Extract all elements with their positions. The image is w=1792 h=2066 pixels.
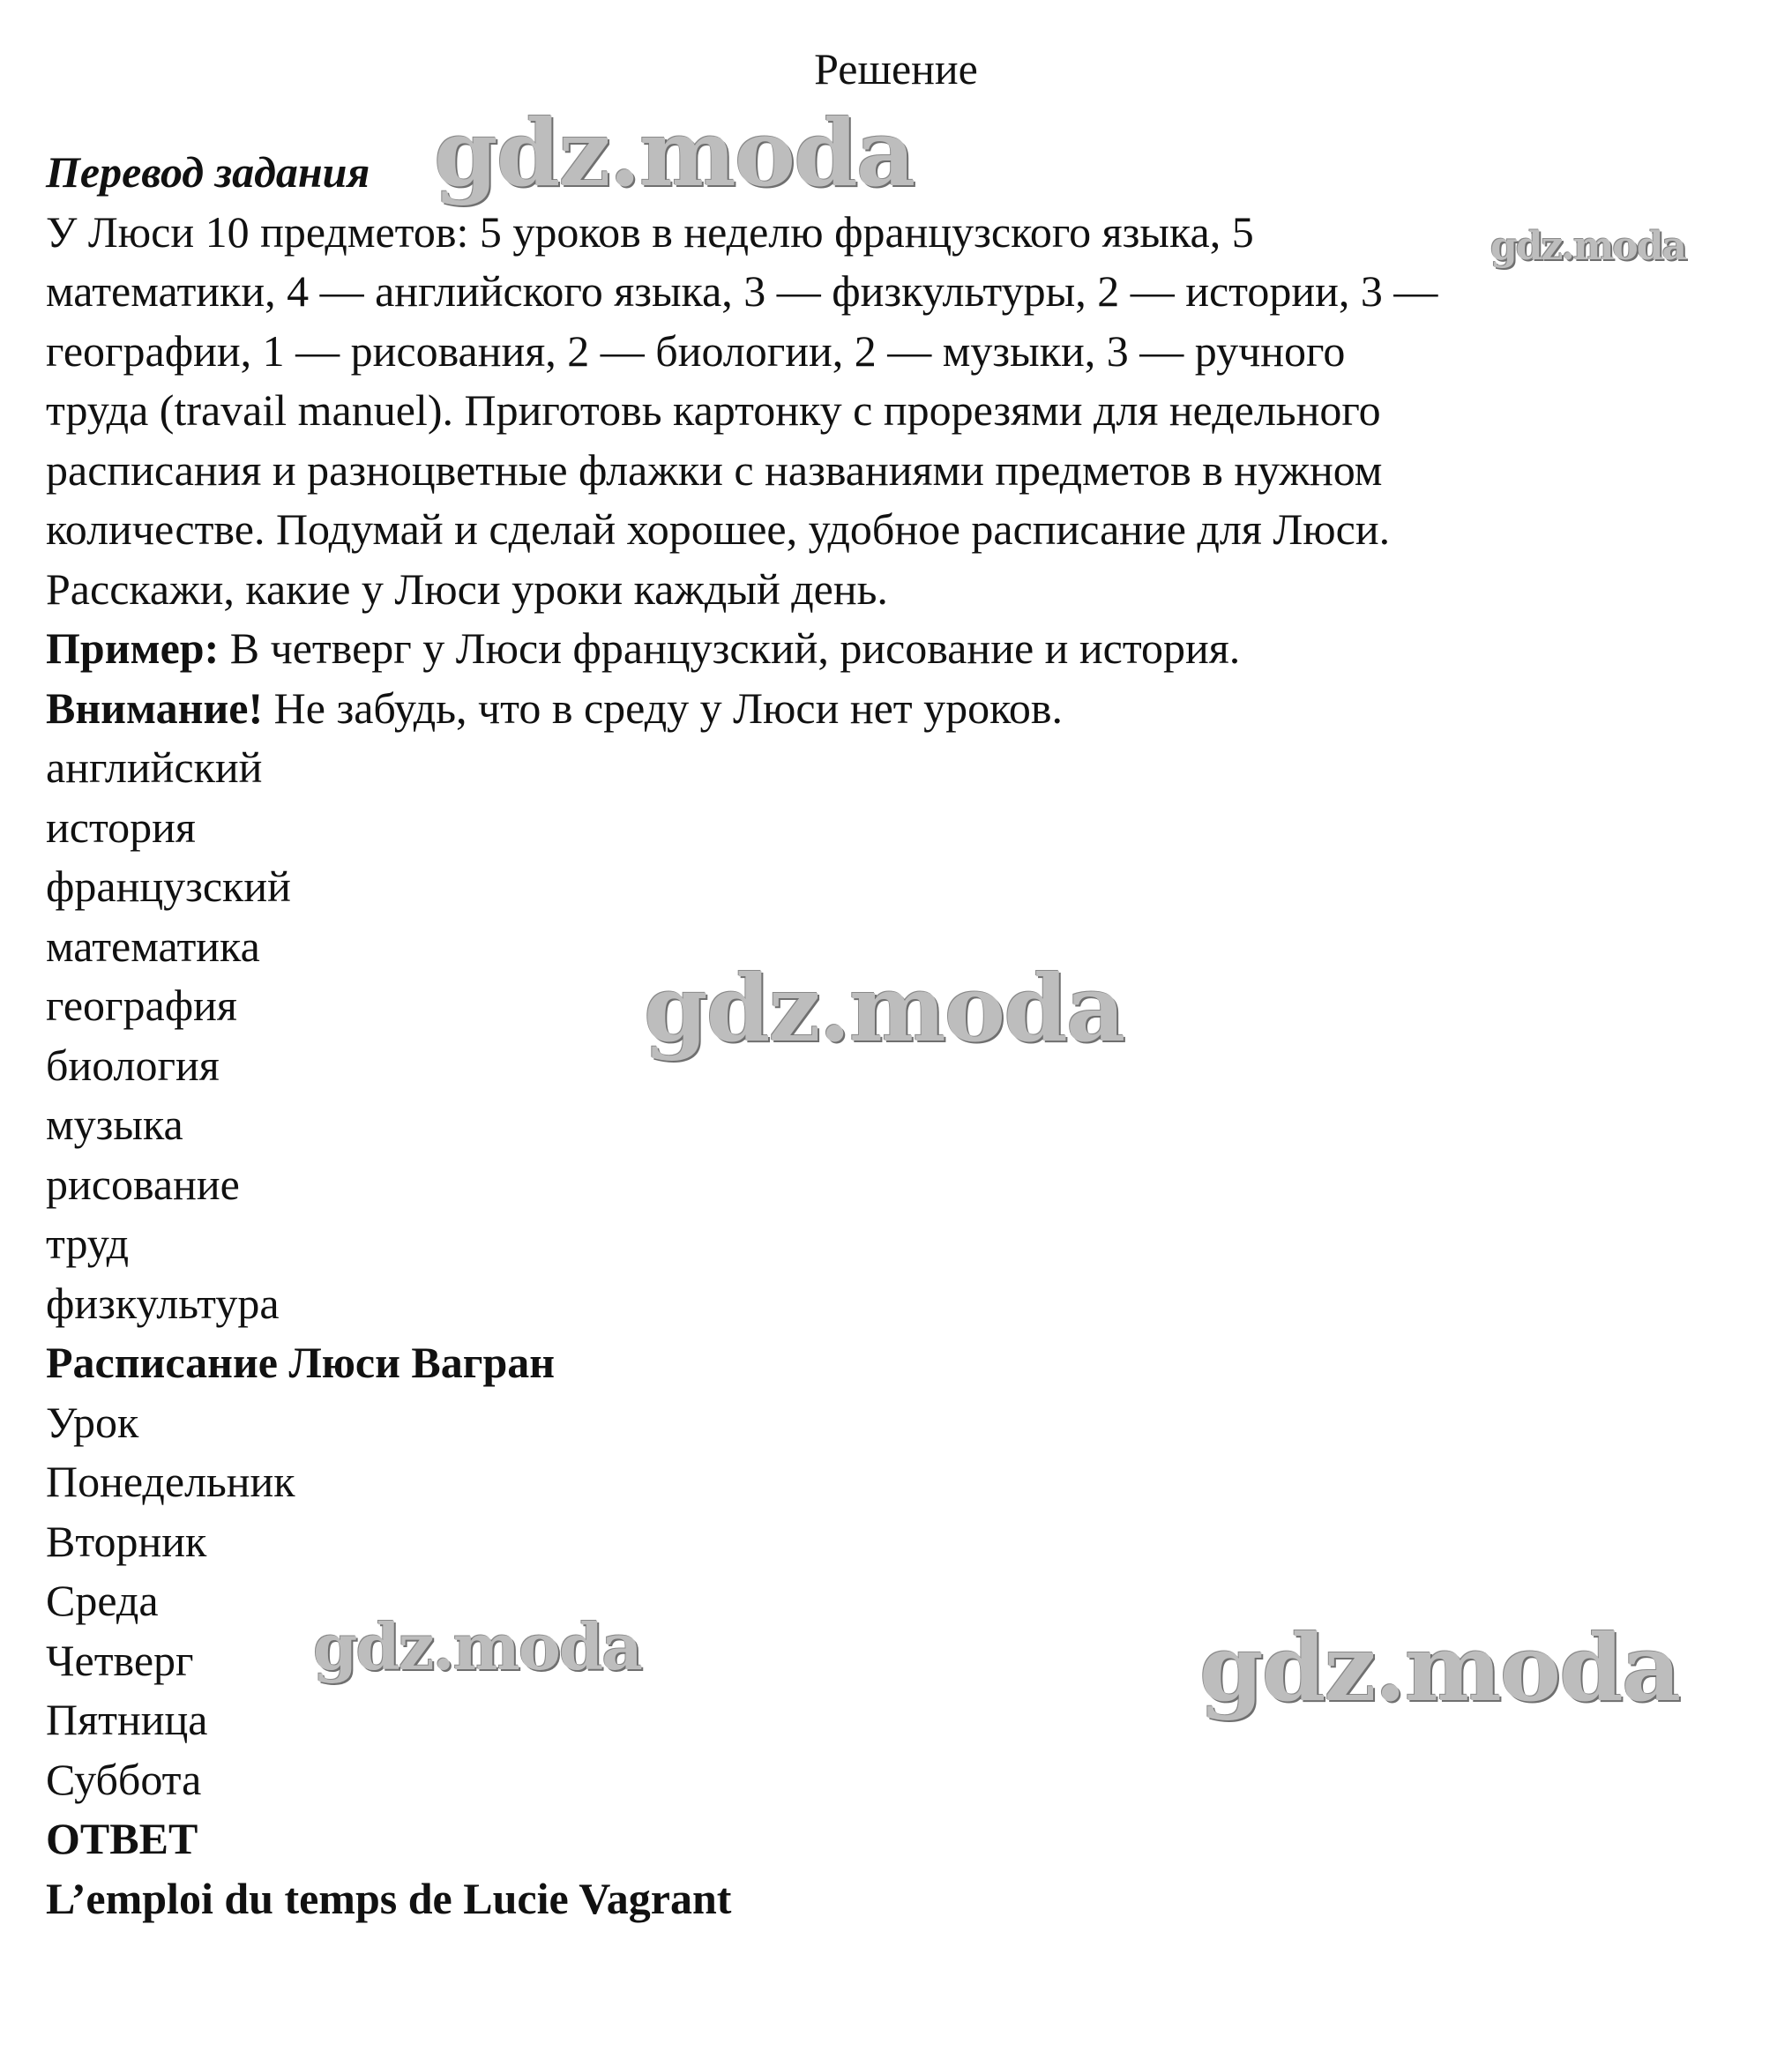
- example-label: Пример:: [46, 623, 220, 673]
- answer-label: ОТВЕТ: [46, 1814, 198, 1863]
- example-text: В четверг у Люси французский, рисование и история.: [219, 623, 1241, 673]
- subject-item: французский: [46, 861, 291, 911]
- watermark-logo: gdz.moda: [644, 954, 1124, 1063]
- task-line: количестве. Подумай и сделай хорошее, удобное расписание для Люси.: [46, 504, 1391, 554]
- attention-line: [46, 679, 1748, 739]
- watermark-logo: gdz.moda: [1199, 1614, 1680, 1722]
- subject-item: английский: [46, 742, 263, 792]
- subject-item: география: [46, 981, 237, 1030]
- day-item: Понедельник: [46, 1457, 295, 1506]
- schedule-title: Расписание Люси Вагран: [46, 1338, 556, 1387]
- task-line: У Люси 10 предметов: 5 уроков в неделю французского языка, 5: [46, 206, 1254, 257]
- subject-item: история: [46, 802, 196, 852]
- subject-item: музыка: [46, 1100, 183, 1149]
- page-heading: Решение: [814, 44, 978, 93]
- day-item: Вторник: [46, 1516, 207, 1566]
- subject-item: биология: [46, 1040, 220, 1090]
- task-line: расписания и разноцветные флажки с названиями предметов в нужном: [46, 444, 1383, 495]
- subject-item: труд: [46, 1219, 130, 1268]
- attention-label: Внимание!: [46, 682, 264, 733]
- task-translation-label: Перевод задания: [46, 147, 370, 197]
- day-item: Четверг: [46, 1635, 194, 1685]
- watermark-logo: gdz.moda: [313, 1609, 641, 1684]
- subject-item: физкультура: [46, 1278, 280, 1328]
- watermark-logo: gdz.moda: [1490, 224, 1686, 269]
- task-line: труда (travail manuel). Приготовь картонку с прорезями для недельного: [46, 385, 1381, 435]
- task-line: географии, 1 — рисования, 2 — биологии, 2 — музыки, 3 — ручного: [46, 325, 1346, 376]
- day-item: Среда: [46, 1576, 159, 1625]
- watermark-logo: gdz.moda: [434, 99, 915, 207]
- subject-item: рисование: [46, 1159, 240, 1209]
- subject-item: математика: [46, 921, 260, 971]
- lesson-label: Урок: [46, 1397, 139, 1447]
- day-item: Пятница: [46, 1695, 208, 1744]
- answer-title: L’emploi du temps de Lucie Vagrant: [46, 1873, 732, 1923]
- example-line: [46, 619, 1748, 679]
- attention-text: Не забудь, что в среду у Люси нет уроков.: [263, 682, 1064, 733]
- task-line: математики, 4 — английского языка, 3 — физкультуры, 2 — истории, 3 —: [46, 266, 1438, 316]
- day-item: Суббота: [46, 1754, 202, 1804]
- task-line: Расскажи, какие у Люси уроки каждый день.: [46, 563, 888, 614]
